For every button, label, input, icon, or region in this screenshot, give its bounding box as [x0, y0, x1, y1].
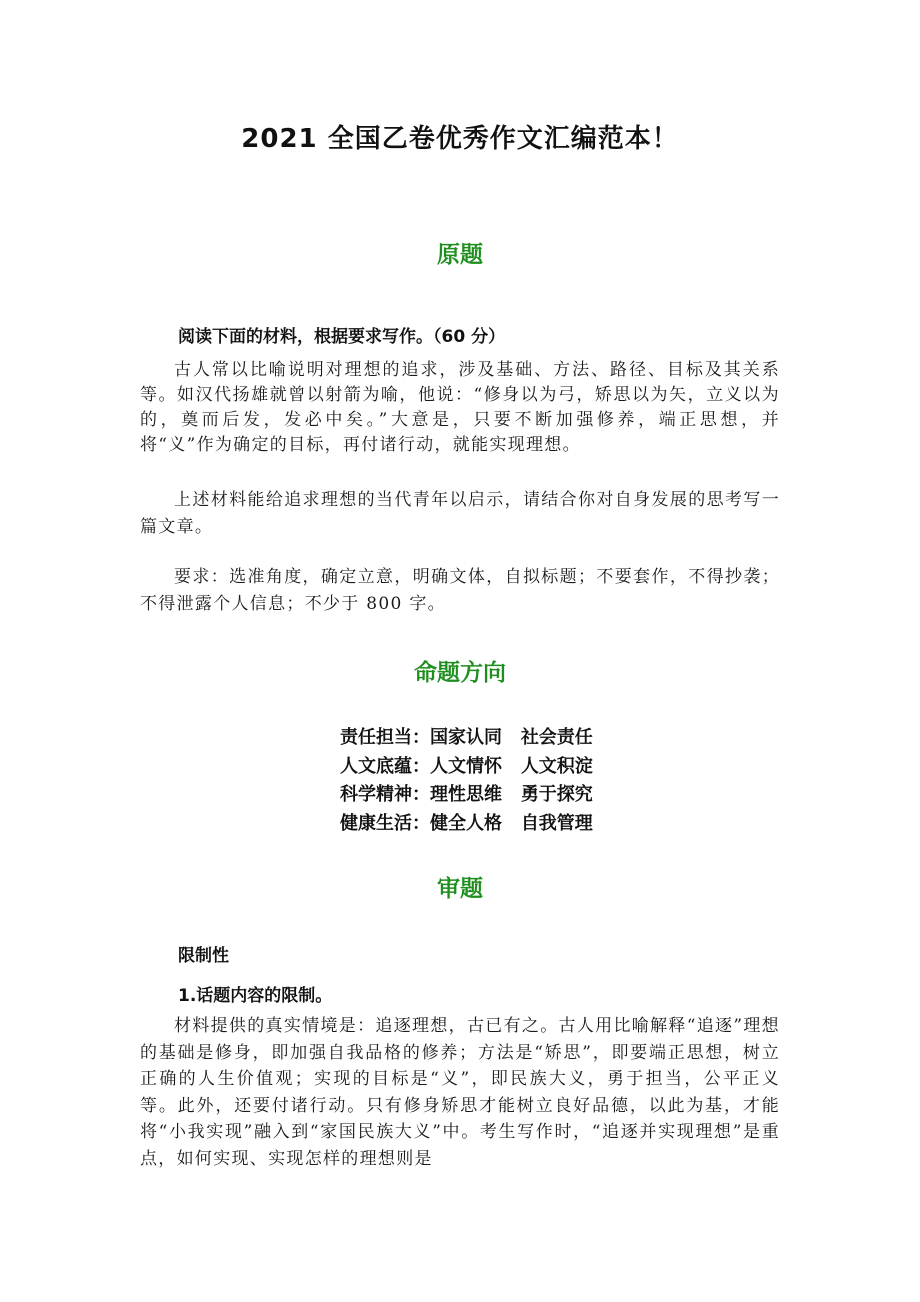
direction-item: 人文积淀 — [520, 755, 593, 777]
review-point-title: 1.话题内容的限制。 — [178, 986, 333, 1006]
task-paragraph: 上述材料能给追求理想的当代青年以启示，请结合你对自身发展的思考写一篇文章。 — [140, 490, 780, 537]
direction-row — [340, 724, 593, 753]
direction-item: 人文情怀 — [430, 755, 502, 777]
direction-list — [340, 724, 593, 838]
direction-category: 科学精神： — [340, 784, 430, 805]
direction-category: 人文底蕴： — [340, 755, 430, 777]
direction-item: 勇于探究 — [520, 784, 593, 805]
direction-row — [340, 810, 593, 839]
direction-item: 社会责任 — [520, 727, 593, 748]
direction-row — [340, 781, 593, 810]
direction-category: 责任担当： — [340, 727, 430, 748]
section-heading-review: 审题 — [437, 876, 483, 902]
section-heading-direction: 命题方向 — [414, 660, 506, 686]
document-title: 2021 全国乙卷优秀作文汇编范本！ — [241, 124, 679, 154]
section-heading-original: 原题 — [437, 242, 483, 268]
material-paragraph: 古人常以比喻说明对理想的追求，涉及基础、方法、路径、目标及其关系等。如汉代扬雄就曾以射箭为喻，他说：“修身以为弓，矫思以为矢，立义以为的，奠而后发，发必中矣。”大意是，只要不断加强修养，端正思想，并将“义”作为确定的目标，再付诸行动，就能实现理想。 — [140, 360, 780, 455]
writing-prompt: 阅读下面的材料，根据要求写作。（60 分） — [178, 327, 506, 347]
direction-category: 健康生活： — [340, 812, 430, 834]
direction-item: 理性思维 — [430, 784, 502, 805]
direction-item: 健全人格 — [430, 812, 502, 834]
direction-row — [340, 753, 593, 782]
direction-item: 自我管理 — [520, 812, 593, 834]
review-body-paragraph: 材料提供的真实情境是：追逐理想，古已有之。古人用比喻解释“追逐”理想的基础是修身，即加强自我品格的修养；方法是“矫思”，即要端正思想，树立正确的人生价值观；实现的目标是“义”，即民族大义，勇于担当，公平正义等。此外，还要付诸行动。只有修身矫思才能树立良好品德，以此为基，才能将“小我实现”融入到“家国民族大义”中。考生写作时，“追逐并实现理想”是重点，如何实现、实现怎样的理想则是 — [140, 1016, 780, 1169]
requirements-paragraph: 要求：选准角度，确定立意，明确文体，自拟标题；不要套作，不得抄袭；不得泄露个人信息；不少于 800 字。 — [140, 567, 780, 614]
review-subheading: 限制性 — [178, 946, 229, 966]
direction-item: 国家认同 — [430, 727, 502, 748]
